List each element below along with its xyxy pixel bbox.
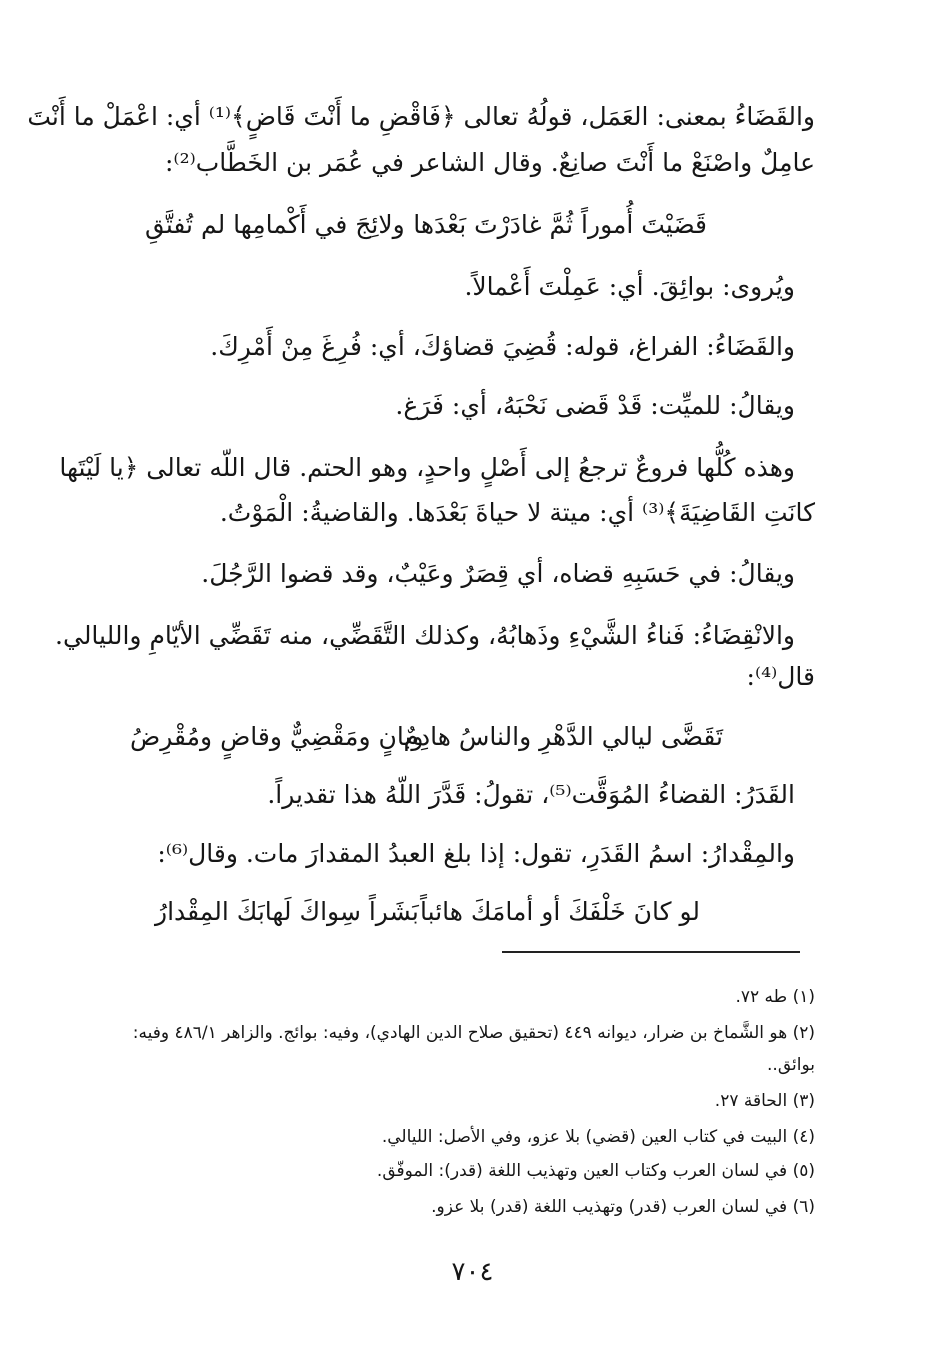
verse-first-hemistich: قَضَيْتَ أُموراً ثُمَّ غادَرْتَ بَعْدَها [413,210,707,239]
footnote-separator [502,951,800,953]
body-line: وهذه كُلُّها فروعٌ ترجعُ إلى أَصْلٍ واحدٍ، وهو الحتم. قال اللّه تعالى ﴿يا لَيْتَها [59,453,795,482]
footnote: (٣) الحاقة ٢٧. [714,1091,815,1111]
verse-second-hemistich: وبانٍ ومَقْضِيٌّ وقاضٍ ومُقْرِضُ [130,722,424,751]
verse-first-hemistich: لو كانَ خَلْفَكَ أو أمامَكَ هائباً [420,897,700,926]
footnote: (٤) البيت في كتاب العين (قضي) بلا عزو، وفي الأصل: الليالي. [381,1127,815,1147]
footnote: (٦) في لسان العرب (قدر) وتهذيب اللغة (قدر) بلا عزو. [431,1197,815,1217]
body-line: والقَضَاءُ: الفراغ، قوله: قُضِيَ قضاؤكَ، أي: فُرِغَ مِنْ أَمْرِكَ. [210,332,795,361]
body-line: قال⁽⁴⁾: [746,662,815,691]
body-line: ويُروى: بوائِقَ. أي: عَمِلْتَ أَعْمالاً. [464,272,795,301]
body-line: القَدَرُ: القضاءُ المُوَقَّت⁽⁵⁾، تقولُ: قَدَّرَ اللّهُ هذا تقديراً. [267,780,795,809]
page-number: ٧٠٤ [451,1257,494,1287]
body-line: عامِلٌ واصْنَعْ ما أَنْتَ صانِعٌ. وقال الشاعر في عُمَر بن الخَطَّاب⁽²⁾: [165,148,815,177]
verse-second-hemistich: بَشَراً سِواكَ لَهابَكَ المِقْدارُ [155,897,419,926]
body-line: كانَتِ القَاضِيَةَ﴾⁽³⁾ أي: ميتة لا حياةَ بَعْدَها. والقاضيةُ: الْمَوْتُ. [219,498,815,527]
footnote: (١) طه ٧٢. [735,987,815,1007]
body-line: والقَضَاءُ بمعنى: العَمَل، قولُهُ تعالى ﴿فَاقْضِ ما أَنْتَ قَاضٍ﴾⁽¹⁾ أي: اعْمَلْ ما أَنْتَ [27,102,815,131]
body-line: والمِقْدارُ: اسمُ القَدَرِ، تقول: إذا بلغ العبدُ المقدارَ مات. وقال⁽⁶⁾: [157,839,795,868]
body-line: ويقالُ: للميِّت: قَدْ قَضى نَحْبَهُ، أي: فَرَغ. [395,391,795,420]
footnote: (٢) هو الشَّماخ بن ضرار، ديوانه ٤٤٩ (تحقيق صلاح الدين الهادي)، وفيه: بوائج. والزاهر ٤٨٦/١ وفيه: [132,1023,815,1043]
footnote-continuation: بوائق.. [767,1055,815,1075]
verse-second-hemistich: ولائِجَ في أَكْمامِها لم تُفتَّقِ [145,210,405,239]
body-line: والانْقِضَاءُ: فَناءُ الشَّيْءِ وذَهابُهُ، وكذلك التَّقَضِّي، منه تَقَضِّي الأيّامِ والليالي. [55,621,795,650]
footnote: (٥) في لسان العرب وكتاب العين وتهذيب اللغة (قدر): الموفّق. [376,1161,815,1181]
verse-first-hemistich: تَقَضَّى ليالي الدَّهْرِ والناسُ هادِمٌ [403,722,723,751]
body-line: ويقالُ: في حَسَبِهِ قضاه، أي قِصَرٌ وعَيْبٌ، وقد قضوا الرَّجُلَ. [201,559,795,588]
